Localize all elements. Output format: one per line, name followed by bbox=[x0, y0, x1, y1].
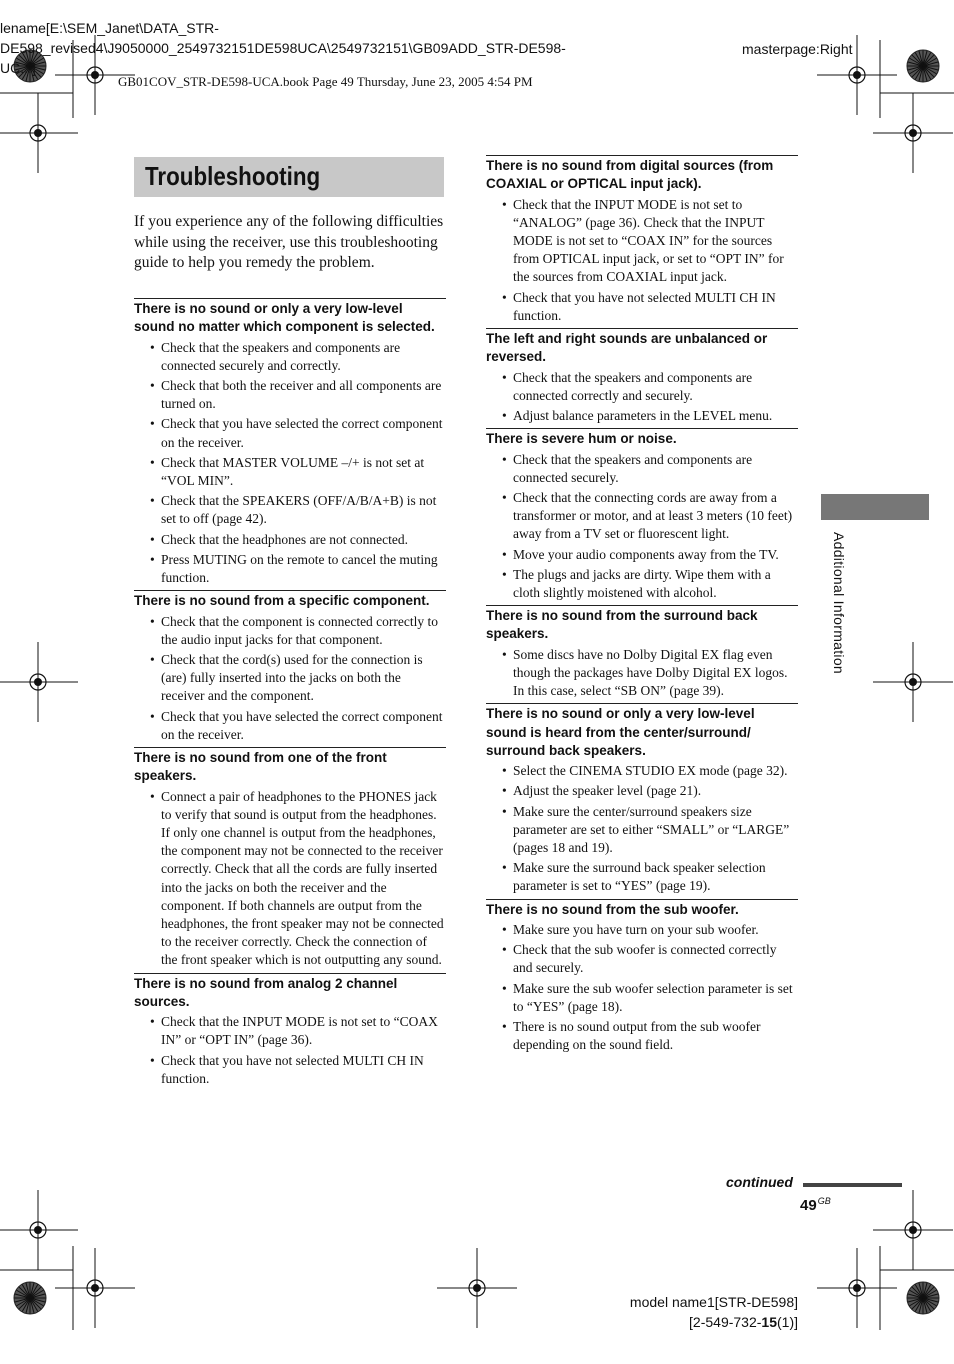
bullet-item: • Check that you have not selected MULTI CH IN function. bbox=[486, 289, 798, 325]
bullet-item: • Connect a pair of headphones to the PHONES jack to verify that sound is output from the headphones. If only one channel is output from the headphones, the component may not be connected to the receiver correctly. Check that all the cords are fully inserted into the jacks on both the receiver and the component. If both channels are output from the headphones, the front speaker may not be connected to the receiver correctly. Check the connection of the front speaker which is not outputting any sound. bbox=[134, 788, 446, 970]
bullet-list bbox=[486, 762, 798, 895]
bullet-item: • Check that MASTER VOLUME –/+ is not set at “VOL MIN”. bbox=[134, 454, 446, 490]
bullet-item: • Check that the INPUT MODE is not set to “COAX IN” or “OPT IN” (page 36). bbox=[134, 1013, 446, 1049]
bullet-item: • Check that the sub woofer is connected correctly and securely. bbox=[486, 941, 798, 977]
bullet-item: • Adjust balance parameters in the LEVEL menu. bbox=[486, 407, 798, 425]
trouble-section bbox=[134, 747, 446, 970]
title-banner bbox=[134, 157, 444, 197]
section-heading: There is no sound from a specific component. bbox=[134, 593, 430, 609]
bullet-item: • Check that the speakers and components are connected securely and correctly. bbox=[134, 339, 446, 375]
bullet-item: • There is no sound output from the sub woofer depending on the sound field. bbox=[486, 1018, 798, 1054]
section-heading: There is no sound from analog 2 channel sources. bbox=[134, 975, 398, 1009]
side-label-text: Additional Information bbox=[831, 532, 847, 675]
continued-bar bbox=[803, 1183, 902, 1187]
left-column bbox=[134, 298, 446, 1091]
section-heading: There is no sound from one of the front speakers. bbox=[134, 749, 387, 784]
masterpage-label: masterpage:Right bbox=[742, 41, 853, 57]
bullet-item: • Make sure the sub woofer selection parameter is set to “YES” (page 18). bbox=[486, 980, 798, 1016]
bullet-list bbox=[486, 921, 798, 1054]
trouble-section bbox=[134, 973, 446, 1088]
bullet-item: • Some discs have no Dolby Digital EX flag even though the packages have Dolby Digital EX logos. In this case, select “SB ON” (page 39). bbox=[486, 646, 798, 701]
trouble-section bbox=[486, 428, 798, 602]
page-title: Troubleshooting bbox=[145, 161, 321, 191]
bullet-item: • Check that the INPUT MODE is not set to “ANALOG” (page 36). Check that the INPUT MODE is not set to “COAX IN” for the sources from OPTICAL input jack, or set to “OPT IN” for the sources from COAXIAL input jack. bbox=[486, 196, 798, 287]
model-footer: model name1[STR-DE598] [2-549-732-15(1)] bbox=[629, 1294, 798, 1330]
trouble-section bbox=[486, 328, 798, 425]
bullet-list bbox=[486, 646, 798, 701]
page-number: $49^{GB}$ bbox=[800, 1196, 831, 1214]
bullet-item: • Check that the component is connected correctly to the audio input jacks for that component. bbox=[134, 613, 446, 649]
side-label bbox=[823, 532, 855, 732]
file-path-header: lename[E:\SEM_Janet\DATA_STR- DE598_revised4\J9050000_2549732151DE598UCA\2549732151\GB09ADD_STR-DE598- UC...] bbox=[0, 20, 566, 76]
bullet-item: • Check that the cord(s) used for the connection is (are) fully inserted into the jacks on both the receiver and the component. bbox=[134, 651, 446, 706]
bullet-list bbox=[134, 613, 446, 744]
bullet-item: • Make sure the surround back speaker selection parameter is set to “YES” (page 19). bbox=[486, 859, 798, 895]
bullet-list bbox=[486, 451, 798, 603]
trouble-section bbox=[134, 590, 446, 744]
bullet-item: • Check that both the receiver and all components are turned on. bbox=[134, 377, 446, 413]
continued-label: continued bbox=[726, 1174, 793, 1190]
trouble-section bbox=[134, 298, 446, 587]
section-heading: There is severe hum or noise. bbox=[486, 431, 677, 447]
bullet-item: • Check that the SPEAKERS (OFF/A/B/A+B) is not set to off (page 42). bbox=[134, 492, 446, 528]
section-heading: There is no sound or only a very low-level sound no matter which component is selected. bbox=[134, 301, 435, 335]
section-heading: There is no sound from the sub woofer. bbox=[486, 901, 739, 917]
trouble-section bbox=[486, 899, 798, 1055]
section-tab bbox=[821, 494, 929, 520]
bullet-item: • Select the CINEMA STUDIO EX mode (page 32). bbox=[486, 762, 798, 780]
section-heading: There is no sound from the surround back speakers. bbox=[486, 608, 758, 642]
section-heading: The left and right sounds are unbalanced or reversed. bbox=[486, 331, 768, 365]
bullet-item: • Check that the connecting cords are away from a transformer or motor, and at least 3 meters (10 feet) away from a TV set or fluorescent light. bbox=[486, 489, 798, 544]
bullet-item: • Check that the speakers and components are connected securely. bbox=[486, 451, 798, 487]
bullet-item: • Press MUTING on the remote to cancel the muting function. bbox=[134, 551, 446, 587]
section-heading: There is no sound or only a very low-level sound is heard from the center/surround/ surround back speakers. bbox=[486, 706, 755, 758]
bullet-list bbox=[134, 339, 446, 588]
bullet-list bbox=[134, 788, 446, 970]
bullet-item: • Check that you have selected the correct component on the receiver. bbox=[134, 415, 446, 451]
bullet-item: • Move your audio components away from the TV. bbox=[486, 546, 798, 564]
intro-paragraph: If you experience any of the following difficulties while using the receiver, use this troubleshooting guide to help you remedy the problem. bbox=[134, 213, 444, 271]
bullet-item: • Check that you have not selected MULTI CH IN function. bbox=[134, 1052, 446, 1088]
bullet-item: • Make sure you have turn on your sub woofer. bbox=[486, 921, 798, 939]
trouble-section bbox=[486, 605, 798, 700]
trouble-section bbox=[486, 703, 798, 895]
section-heading: There is no sound from digital sources (from COAXIAL or OPTICAL input jack). bbox=[486, 158, 774, 192]
bullet-item: • Check that you have selected the correct component on the receiver. bbox=[134, 708, 446, 744]
right-column bbox=[486, 155, 798, 1057]
bullet-list bbox=[486, 196, 798, 325]
bullet-list bbox=[134, 1013, 446, 1088]
book-info-line: GB01COV_STR-DE598-UCA.book Page 49 Thursday, June 23, 2005 4:54 PM bbox=[118, 74, 533, 89]
bullet-item: • Check that the speakers and components are connected correctly and securely. bbox=[486, 369, 798, 405]
bullet-list bbox=[486, 369, 798, 426]
bullet-item: • Make sure the center/surround speakers size parameter are set to either “SMALL” or “LARGE” (pages 18 and 19). bbox=[486, 803, 798, 858]
trouble-section bbox=[486, 155, 798, 325]
bullet-item: • The plugs and jacks are dirty. Wipe them with a cloth slightly moistened with alcohol. bbox=[486, 566, 798, 602]
bullet-item: • Adjust the speaker level (page 21). bbox=[486, 782, 798, 800]
bullet-item: • Check that the headphones are not connected. bbox=[134, 531, 446, 549]
